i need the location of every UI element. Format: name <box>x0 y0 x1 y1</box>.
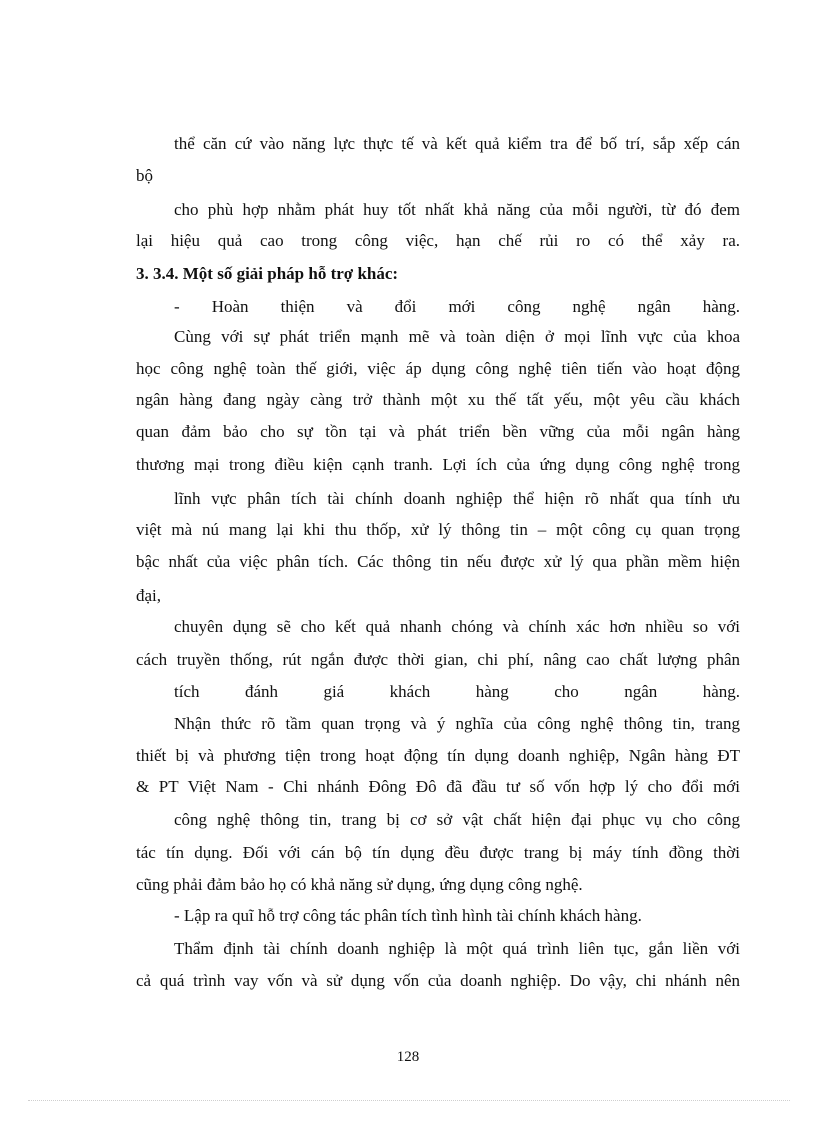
text-line: thương mại trong điều kiện cạnh tranh. Lợi ích của ứng dụng công nghệ trong <box>136 455 740 474</box>
bullet-item: - Hoàn thiện và đổi mới công nghệ ngân hàng. <box>174 297 740 316</box>
text-line: Nhận thức rõ tầm quan trọng và ý nghĩa của công nghệ thông tin, trang <box>174 714 740 733</box>
bullet-item: - Lập ra quĩ hỗ trợ công tác phân tích tình hình tài chính khách hàng. <box>174 906 642 925</box>
text-line: cách truyền thống, rút ngắn được thời gian, chi phí, nâng cao chất lượng phân <box>136 650 740 669</box>
text-line: quan đảm bảo cho sự tồn tại và phát triển bền vững của mỗi ngân hàng <box>136 422 740 441</box>
text-line: đại, <box>136 586 162 605</box>
text-line: cũng phải đảm bảo họ có khả năng sử dụng, ứng dụng công nghệ. <box>136 875 583 894</box>
section-heading: 3. 3.4. Một số giải pháp hỗ trợ khác: <box>136 264 399 283</box>
text-line: tác tín dụng. Đối với cán bộ tín dụng đều được trang bị máy tính đồng thời <box>136 843 740 862</box>
text-line: thiết bị và phương tiện trong hoạt động tín dụng doanh nghiệp, Ngân hàng ĐT <box>136 746 740 765</box>
footer-divider <box>28 1100 790 1101</box>
text-line: Cùng với sự phát triển mạnh mẽ và toàn diện ở mọi lĩnh vực của khoa <box>174 327 740 346</box>
text-line: lại hiệu quả cao trong công việc, hạn chế rủi ro có thể xảy ra. <box>136 231 740 250</box>
text-line: công nghệ thông tin, trang bị cơ sở vật chất hiện đại phục vụ cho công <box>174 810 740 829</box>
text-line: cho phù hợp nhằm phát huy tốt nhất khả năng của mỗi người, từ đó đem <box>174 200 740 219</box>
text-line: việt mà nú mang lại khi thu thốp, xử lý thông tin – một công cụ quan trọng <box>136 520 740 539</box>
text-line: bậc nhất của việc phân tích. Các thông tin nếu được xử lý qua phần mềm hiện <box>136 552 740 571</box>
text-line: Thẩm định tài chính doanh nghiệp là một quá trình liên tục, gắn liền với <box>174 939 740 958</box>
text-line: thể căn cứ vào năng lực thực tế và kết quả kiểm tra để bố trí, sắp xếp cán <box>174 134 740 153</box>
text-line: lĩnh vực phân tích tài chính doanh nghiệp thể hiện rõ nhất qua tính ưu <box>174 489 740 508</box>
text-line: ngân hàng đang ngày càng trở thành một xu thế tất yếu, một yêu cầu khách <box>136 390 740 409</box>
text-line: chuyên dụng sẽ cho kết quả nhanh chóng và chính xác hơn nhiều so với <box>174 617 740 636</box>
text-line: cả quá trình vay vốn và sử dụng vốn của doanh nghiệp. Do vậy, chi nhánh nên <box>136 971 740 990</box>
page-number: 128 <box>396 1049 420 1065</box>
text-line: tích đánh giá khách hàng cho ngân hàng. <box>174 682 740 701</box>
text-line: & PT Việt Nam - Chi nhánh Đông Đô đã đầu tư số vốn hợp lý cho đổi mới <box>136 777 740 796</box>
text-line: học công nghệ toàn thế giới, việc áp dụng công nghệ tiên tiến vào hoạt động <box>136 359 740 378</box>
text-line: bộ <box>136 166 153 185</box>
